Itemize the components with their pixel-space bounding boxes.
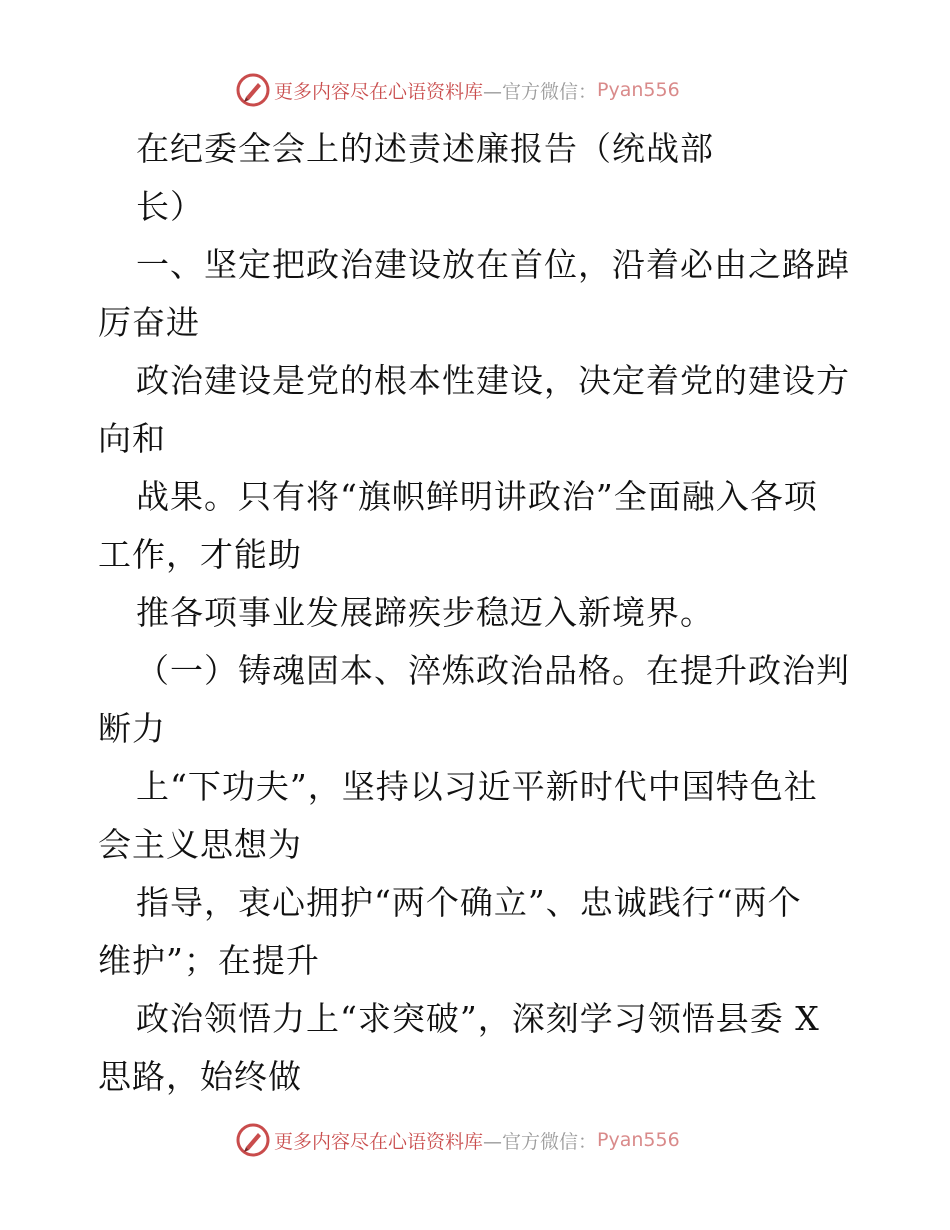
watermark-id-text: Pyan556 [597,1129,680,1151]
document-body [98,120,858,1106]
watermark-main-text: 更多内容尽在心语资料库 [274,80,484,103]
doc-paragraph-line: 断力 [98,709,166,748]
doc-paragraph-line: 政治建设是党的根本性建设，决定着党的建设方 [136,361,850,400]
doc-paragraph-line: 工作，才能助 [98,535,302,574]
doc-paragraph-line: 指导，衷心拥护“两个确立”、忠诚践行“两个 [136,883,802,922]
doc-heading-line-1: 一、坚定把政治建设放在首位，沿着必由之路踔 [136,245,850,284]
doc-title-line-2: 长） [136,187,204,226]
doc-paragraph-line: 会主义思想为 [98,825,302,864]
pen-logo-icon [236,73,270,107]
watermark-sub-text: —官方微信： [483,1130,598,1153]
doc-subheading-line: （一）铸魂固本、淬炼政治品格。在提升政治判 [136,651,850,690]
doc-paragraph-line: 推各项事业发展蹄疾步稳迈入新境界。 [136,593,714,632]
watermark-id-text: Pyan556 [597,79,680,101]
doc-heading-line-2: 厉奋进 [98,303,200,342]
doc-paragraph-line: 思路，始终做 [98,1057,302,1096]
doc-paragraph-line: 战果。只有将“旗帜鲜明讲政治”全面融入各项 [136,477,818,516]
watermark-footer [236,1122,680,1158]
doc-paragraph-line: 向和 [98,419,166,458]
doc-title-line-1: 在纪委全会上的述责述廉报告（统战部 [136,129,714,168]
watermark-main-text: 更多内容尽在心语资料库 [274,1130,484,1153]
watermark-sub-text: —官方微信： [483,80,598,103]
pen-logo-icon [236,1123,270,1157]
doc-paragraph-line: 政治领悟力上“求突破”，深刻学习领悟县委 X [136,999,820,1038]
doc-paragraph-line: 维护”；在提升 [98,941,320,980]
doc-paragraph-line: 上“下功夫”，坚持以习近平新时代中国特色社 [136,767,818,806]
watermark-header [236,72,680,108]
